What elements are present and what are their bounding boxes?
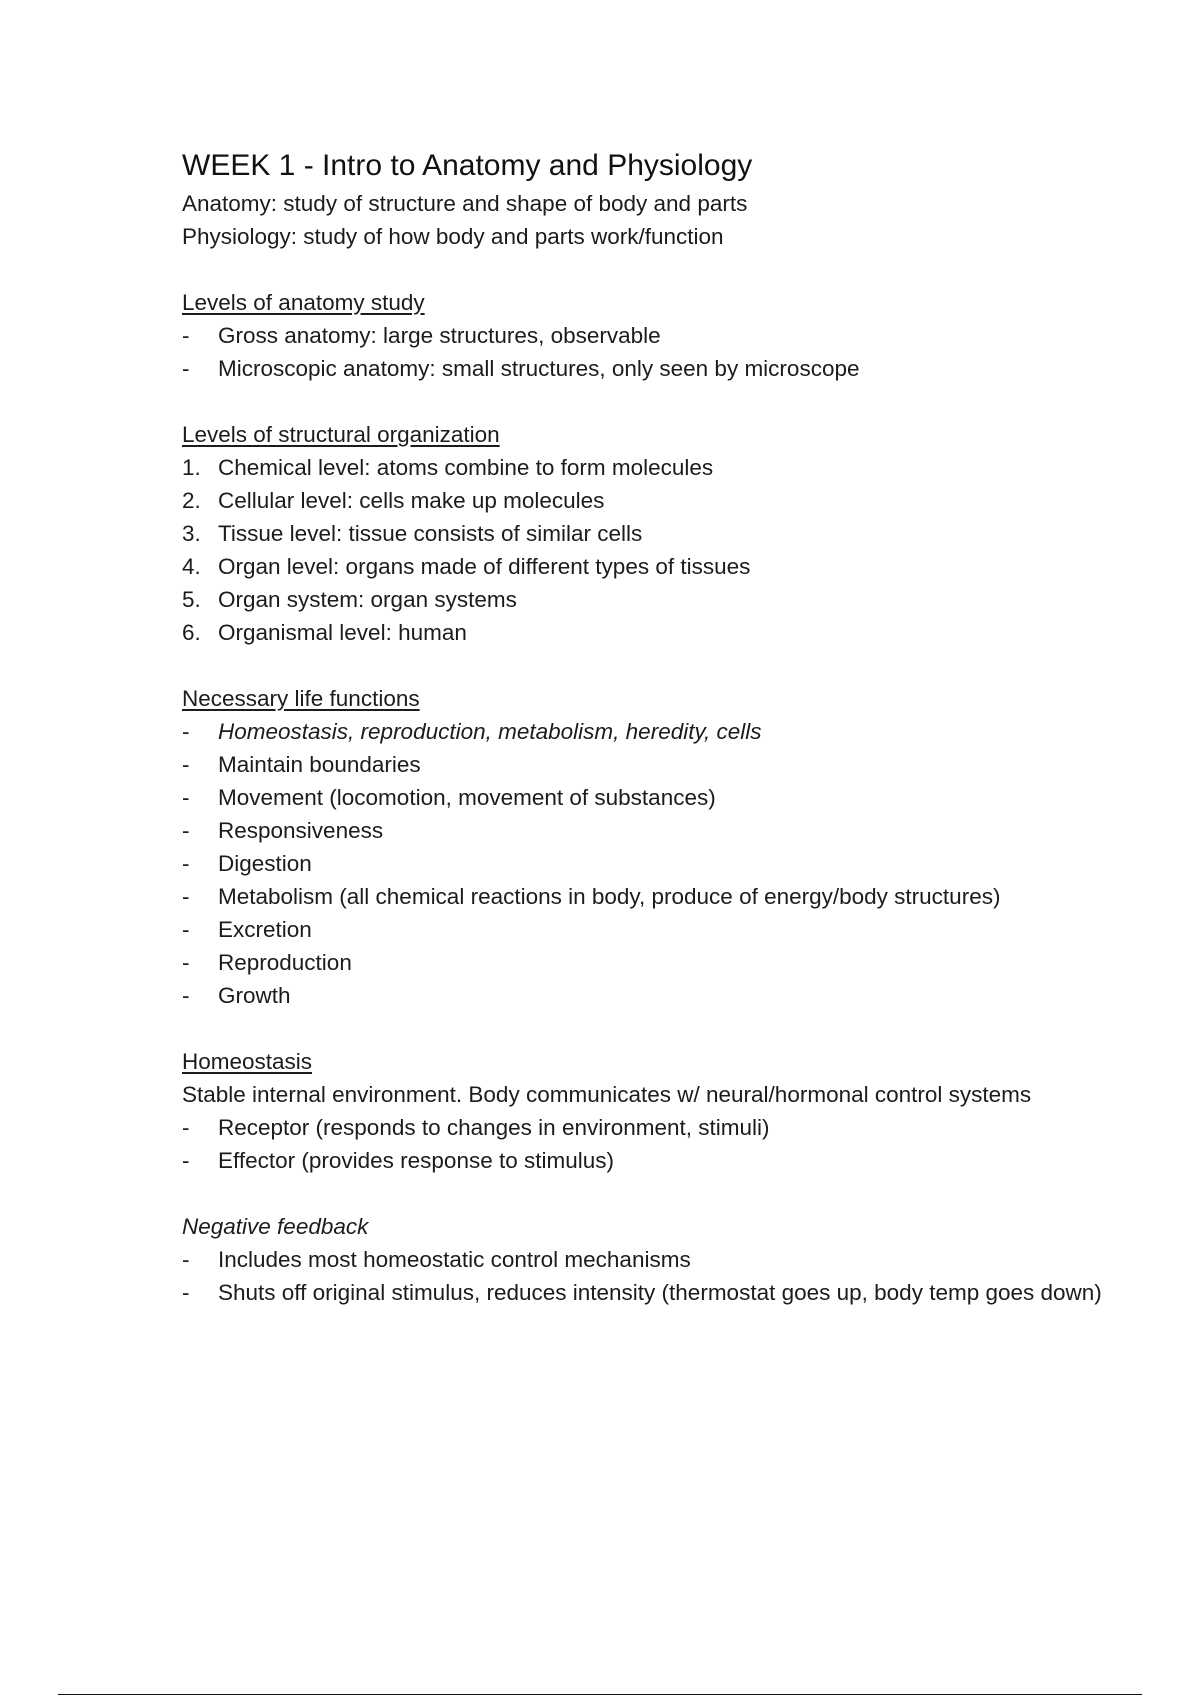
list-item-text: Receptor (responds to changes in environment, stimuli)	[218, 1115, 770, 1140]
section-heading: Levels of structural organization	[182, 422, 500, 447]
list-item	[182, 814, 1102, 847]
list-item-text: Effector (provides response to stimulus)	[218, 1148, 615, 1173]
list-item	[182, 979, 1102, 1012]
list-number: 3.	[182, 521, 201, 546]
bullet-marker: -	[182, 752, 190, 777]
list-item-text: Organ level: organs made of different types of tissues	[218, 554, 751, 579]
list-item	[182, 880, 1102, 913]
list-item-text: Cellular level: cells make up molecules	[218, 488, 605, 513]
bullet-marker: -	[182, 818, 190, 843]
list-item-text: Metabolism (all chemical reactions in body, produce of energy/body structures)	[218, 884, 1001, 909]
list-item	[182, 517, 1102, 550]
list-item-text: Maintain boundaries	[218, 752, 421, 777]
section-heading: Homeostasis	[182, 1049, 313, 1074]
list-item-text: Tissue level: tissue consists of similar cells	[218, 521, 643, 546]
bullet-marker: -	[182, 323, 190, 348]
list-item-text: Responsiveness	[218, 818, 384, 843]
list-item-text: Chemical level: atoms combine to form molecules	[218, 455, 714, 480]
list-number: 2.	[182, 488, 201, 513]
list-item	[182, 847, 1102, 880]
bullet-marker: -	[182, 1280, 190, 1305]
list-number: 6.	[182, 620, 201, 645]
list-item	[182, 1144, 1102, 1177]
bullet-list	[182, 1243, 1102, 1309]
document-page	[182, 146, 1102, 1309]
list-item	[182, 946, 1102, 979]
list-item-text: Homeostasis, reproduction, metabolism, heredity, cells	[218, 719, 762, 744]
list-item-text: Shuts off original stimulus, reduces intensity (thermostat goes up, body temp goes down)	[218, 1280, 1102, 1305]
list-item-text: Microscopic anatomy: small structures, only seen by microscope	[218, 356, 860, 381]
list-item-text: Digestion	[218, 851, 312, 876]
footer-divider	[58, 1694, 1142, 1695]
list-item	[182, 1276, 1102, 1309]
bullet-list	[182, 319, 1102, 385]
bullet-list	[182, 715, 1102, 1012]
section-heading: Levels of anatomy study	[182, 290, 425, 315]
bullet-marker: -	[182, 1115, 190, 1140]
section-negative-feedback	[182, 1210, 1102, 1309]
bullet-marker: -	[182, 1148, 190, 1173]
list-item	[182, 583, 1102, 616]
list-number: 5.	[182, 587, 201, 612]
list-item	[182, 715, 1102, 748]
list-item	[182, 1243, 1102, 1276]
list-item	[182, 484, 1102, 517]
section-heading: Negative feedback	[182, 1214, 369, 1239]
list-item	[182, 781, 1102, 814]
list-item	[182, 913, 1102, 946]
intro-line-physiology: Physiology: study of how body and parts work/function	[182, 224, 724, 249]
bullet-marker: -	[182, 884, 190, 909]
list-item-text: Includes most homeostatic control mechanisms	[218, 1247, 691, 1272]
list-item-text: Organ system: organ systems	[218, 587, 517, 612]
bullet-marker: -	[182, 785, 190, 810]
list-item-text: Excretion	[218, 917, 312, 942]
section-heading: Necessary life functions	[182, 686, 420, 711]
list-item	[182, 748, 1102, 781]
list-number: 1.	[182, 455, 201, 480]
bullet-marker: -	[182, 917, 190, 942]
intro-line-anatomy: Anatomy: study of structure and shape of body and parts	[182, 191, 748, 216]
list-item-text: Movement (locomotion, movement of substances)	[218, 785, 716, 810]
list-item	[182, 1111, 1102, 1144]
list-item-text: Reproduction	[218, 950, 352, 975]
section-structural-organization	[182, 418, 1102, 649]
list-item	[182, 616, 1102, 649]
bullet-marker: -	[182, 983, 190, 1008]
bullet-marker: -	[182, 719, 190, 744]
bullet-marker: -	[182, 950, 190, 975]
bullet-marker: -	[182, 1247, 190, 1272]
bullet-marker: -	[182, 356, 190, 381]
list-item	[182, 451, 1102, 484]
bullet-list	[182, 1111, 1102, 1177]
homeostasis-paragraph: Stable internal environment. Body communicates w/ neural/hormonal control systems	[182, 1082, 1032, 1107]
section-homeostasis	[182, 1045, 1102, 1177]
numbered-list	[182, 451, 1102, 649]
list-item-text: Organismal level: human	[218, 620, 467, 645]
list-number: 4.	[182, 554, 201, 579]
bullet-marker: -	[182, 851, 190, 876]
section-necessary-life-functions	[182, 682, 1102, 1012]
list-item-text: Growth	[218, 983, 291, 1008]
list-item	[182, 550, 1102, 583]
section-levels-of-anatomy-study	[182, 286, 1102, 385]
list-item	[182, 352, 1102, 385]
list-item	[182, 319, 1102, 352]
page-title: WEEK 1 - Intro to Anatomy and Physiology	[182, 149, 753, 182]
list-item-text: Gross anatomy: large structures, observable	[218, 323, 661, 348]
